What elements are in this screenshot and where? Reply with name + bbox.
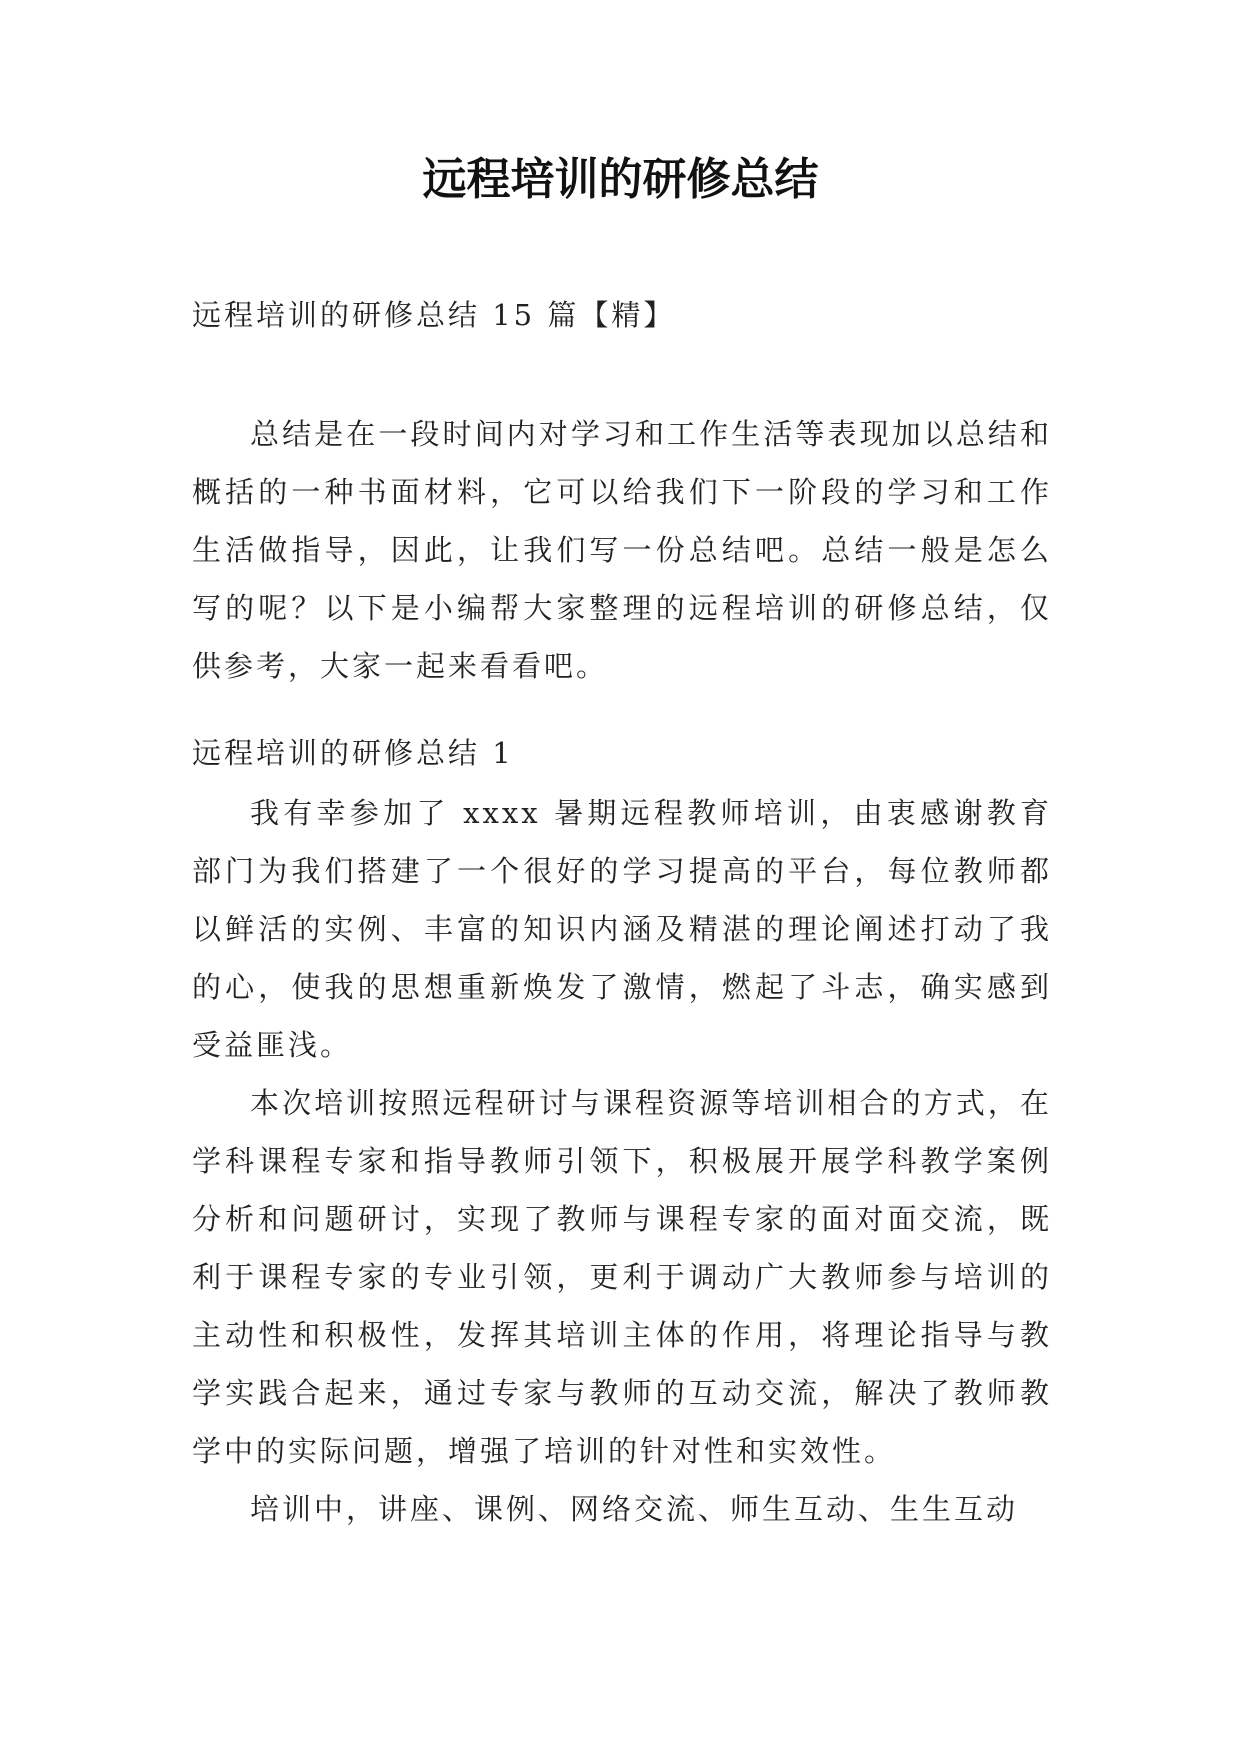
section-paragraph: 我有幸参加了 xxxx 暑期远程教师培训，由衷感谢教育部门为我们搭建了一个很好的学习提高的平台，每位教师都以鲜活的实例、丰富的知识内涵及精湛的理论阐述打动了我的心，使我的思想重新焕发了激情，燃起了斗志，确实感到受益匪浅。 [192, 796, 1052, 1062]
document-title: 远程培训的研修总结 [422, 154, 819, 205]
section-body [192, 784, 1052, 1538]
intro-paragraph: 总结是在一段时间内对学习和工作生活等表现加以总结和概括的一种书面材料，它可以给我们下一阶段的学习和工作生活做指导，因此，让我们写一份总结吧。总结一般是怎么写的呢？以下是小编帮大家整理的远程培训的研修总结，仅供参考，大家一起来看看吧。 [192, 417, 1052, 683]
section-paragraph: 本次培训按照远程研讨与课程资源等培训相合的方式，在学科课程专家和指导教师引领下，积极展开展学科教学案例分析和问题研讨，实现了教师与课程专家的面对面交流，既利于课程专家的专业引领，更利于调动广大教师参与培训的主动性和积极性，发挥其培训主体的作用，将理论指导与教学实践合起来，通过专家与教师的互动交流，解决了教师教学中的实际问题，增强了培训的针对性和实效性。 [192, 1086, 1052, 1468]
document-subtitle: 远程培训的研修总结 15 篇【精】 [192, 298, 676, 332]
section-heading: 远程培训的研修总结 1 [192, 736, 514, 770]
section-paragraph: 培训中，讲座、课例、网络交流、师生互动、生生互动 [250, 1492, 1019, 1526]
intro-paragraph-block [192, 405, 1052, 695]
